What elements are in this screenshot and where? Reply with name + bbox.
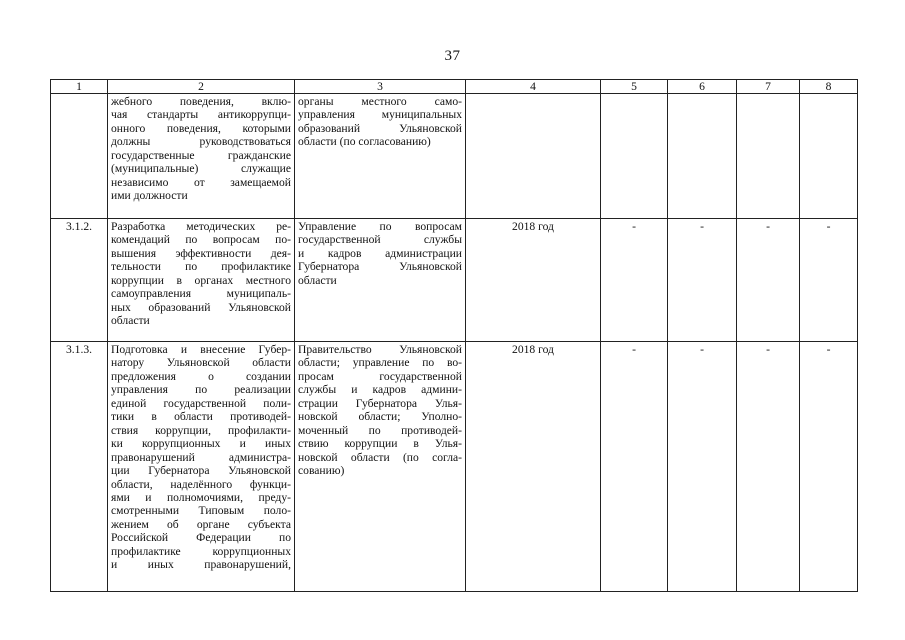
deadline-year: 2018 год [466, 342, 601, 592]
executor-line: Управление по вопросам [298, 220, 462, 233]
executor-line: страции Губернатора Улья- [298, 396, 462, 410]
measure-line: ных образований Ульяновской [111, 300, 291, 314]
measure-line: предложения о создании [111, 369, 291, 383]
executor [295, 219, 466, 342]
measure-line: натору Ульяновской области [111, 356, 291, 370]
executor-line: Губернатора Ульяновской [298, 260, 462, 274]
executor-line: области [298, 273, 337, 287]
measure-line: коррупции в органах местного [111, 273, 291, 287]
deadline-year: 2018 год [466, 219, 601, 342]
funding-col-7: - [737, 219, 800, 342]
page-number: 37 [444, 48, 461, 64]
executor-line: и кадров администрации [298, 246, 462, 260]
executor-line: области (по согласованию) [298, 135, 431, 149]
measure-description [108, 94, 295, 219]
measure-line: тельности по профилактике [111, 260, 291, 274]
measure-line: профилактике коррупционных [111, 544, 291, 558]
measure-line: ями и полномочиями, преду- [111, 490, 291, 504]
measure-line: (муниципальные) служащие [111, 162, 291, 176]
funding-col-8 [800, 94, 858, 219]
measure-number [51, 94, 108, 219]
measure-line: смотренными Типовым поло- [111, 504, 291, 518]
column-header-8: 8 [800, 80, 858, 94]
funding-col-5 [601, 94, 668, 219]
column-header-5: 5 [601, 80, 668, 94]
executor-line: органы местного само- [298, 95, 462, 108]
measure-line: Разработка методических ре- [111, 220, 291, 233]
funding-col-7: - [737, 342, 800, 592]
column-header-7: 7 [737, 80, 800, 94]
funding-col-8: - [800, 219, 858, 342]
column-header-4: 4 [466, 80, 601, 94]
measure-line: жебного поведения, вклю- [111, 95, 291, 108]
measure-line: ки коррупционных и иных [111, 437, 291, 451]
executor-line: службы и кадров админи- [298, 383, 462, 397]
executor-line: новской области (по согла- [298, 450, 462, 464]
executor-line: ствию коррупции в Улья- [298, 437, 462, 451]
executor [295, 94, 466, 219]
column-header-6: 6 [668, 80, 737, 94]
funding-col-7 [737, 94, 800, 219]
column-header-1: 1 [51, 80, 108, 94]
measure-line: вышения эффективности дея- [111, 246, 291, 260]
measure-line: ствия коррупции, профилакти- [111, 423, 291, 437]
measure-line: Подготовка и внесение Губер- [111, 343, 291, 356]
measure-line: единой государственной поли- [111, 396, 291, 410]
table-header-row [51, 80, 858, 94]
measure-line: области, наделённого функци- [111, 477, 291, 491]
deadline-year [466, 94, 601, 219]
measure-line: области [111, 314, 150, 328]
measure-line: Российской Федерации по [111, 531, 291, 545]
executor [295, 342, 466, 592]
measure-line: самоуправления муниципаль- [111, 287, 291, 301]
funding-col-6 [668, 94, 737, 219]
funding-col-6: - [668, 342, 737, 592]
measure-line: государственные гражданские [111, 148, 291, 162]
measure-line: тики в области противодей- [111, 410, 291, 424]
measure-line: ими должности [111, 189, 188, 203]
column-header-2: 2 [108, 80, 295, 94]
measure-description [108, 219, 295, 342]
funding-col-8: - [800, 342, 858, 592]
executor-line: государственной службы [298, 233, 462, 247]
measure-line: независимо от замещаемой [111, 175, 291, 189]
funding-col-5: - [601, 342, 668, 592]
measures-table [50, 79, 858, 592]
measure-line: правонарушений администра- [111, 450, 291, 464]
funding-col-5: - [601, 219, 668, 342]
executor-line: образований Ульяновской [298, 121, 462, 135]
executor-line: сованию) [298, 464, 345, 478]
measure-number: 3.1.2. [51, 219, 108, 342]
table-row [51, 219, 858, 342]
measure-description [108, 342, 295, 592]
measure-line: ции Губернатора Ульяновской [111, 464, 291, 478]
executor-line: новской области; Уполно- [298, 410, 462, 424]
column-header-3: 3 [295, 80, 466, 94]
measure-line: и иных правонарушений, [111, 558, 291, 572]
executor-line: Правительство Ульяновской [298, 343, 462, 356]
measure-line: онного поведения, которыми [111, 121, 291, 135]
measure-line: управления по реализации [111, 383, 291, 397]
measure-line: жением об органе субъекта [111, 517, 291, 531]
executor-line: области; управление по во- [298, 356, 462, 370]
executor-line: моченный по противодей- [298, 423, 462, 437]
executor-line: управления муниципальных [298, 108, 462, 122]
table-row [51, 94, 858, 219]
measure-line: чая стандарты антикоррупци- [111, 108, 291, 122]
executor-line: просам государственной [298, 369, 462, 383]
table-row [51, 342, 858, 592]
measure-number: 3.1.3. [51, 342, 108, 592]
measure-line: комендаций по вопросам по- [111, 233, 291, 247]
measure-line: должны руководствоваться [111, 135, 291, 149]
funding-col-6: - [668, 219, 737, 342]
